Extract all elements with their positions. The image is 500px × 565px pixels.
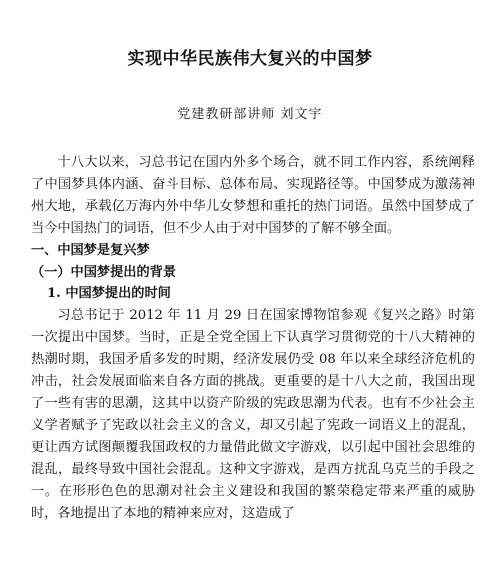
section-heading: 一、中国梦是复兴梦	[31, 242, 150, 258]
paragraph-intro: 十八大以来，习总书记在国内外多个场合，就不同工作内容，系统阐释了中国梦具体内涵、奋斗目标、总体布局、实现路径等。中国梦成为激荡神州大地，承载亿万海内外中华儿女梦想和重托的热门词语。虽然中国梦成了当今中国热门的词语，但不少人由于对中国梦的了解不够全面。	[31, 155, 475, 236]
paragraph-background: 习总书记于 2012 年 11 月 29 日在国家博物馆参观《复兴之路》时第一次提出中国梦。当时，正是全党全国上下认真学习贯彻党的十八大精神的热潮时期，我国矛盾多发的时期，经济发展仍受 08 年以来全球经济危机的冲击，社会发展面临来自各方面的挑战。更重要的是十八大之前，我国出现了一些有害的思潮，这其中以资产阶级的宪政思潮为代表。也有不少社会主义学者赋予了宪政以社会主义的含义，却又引起了宪政一词语义上的混乱，更让西方试图颠覆我国政权的力量借此做文字游戏，以引起中国社会思维的混乱，最终导致中国社会混乱。这种文字游戏，是西方扰乱乌克兰的手段之一。在形形色色的思潮对社会主义建设和我国的繁荣稳定带来严重的威胁时，各地提出了本地的精神来应对，这造成了	[31, 308, 475, 521]
subsubsection-heading: 1. 中国梦提出的时间	[47, 286, 171, 302]
document-title: 实现中华民族伟大复兴的中国梦	[127, 49, 373, 69]
document-body	[31, 152, 475, 524]
subsection-heading: （一）中国梦提出的背景	[31, 264, 177, 280]
author-line: 党建教研部讲师 刘文宇	[177, 107, 323, 122]
